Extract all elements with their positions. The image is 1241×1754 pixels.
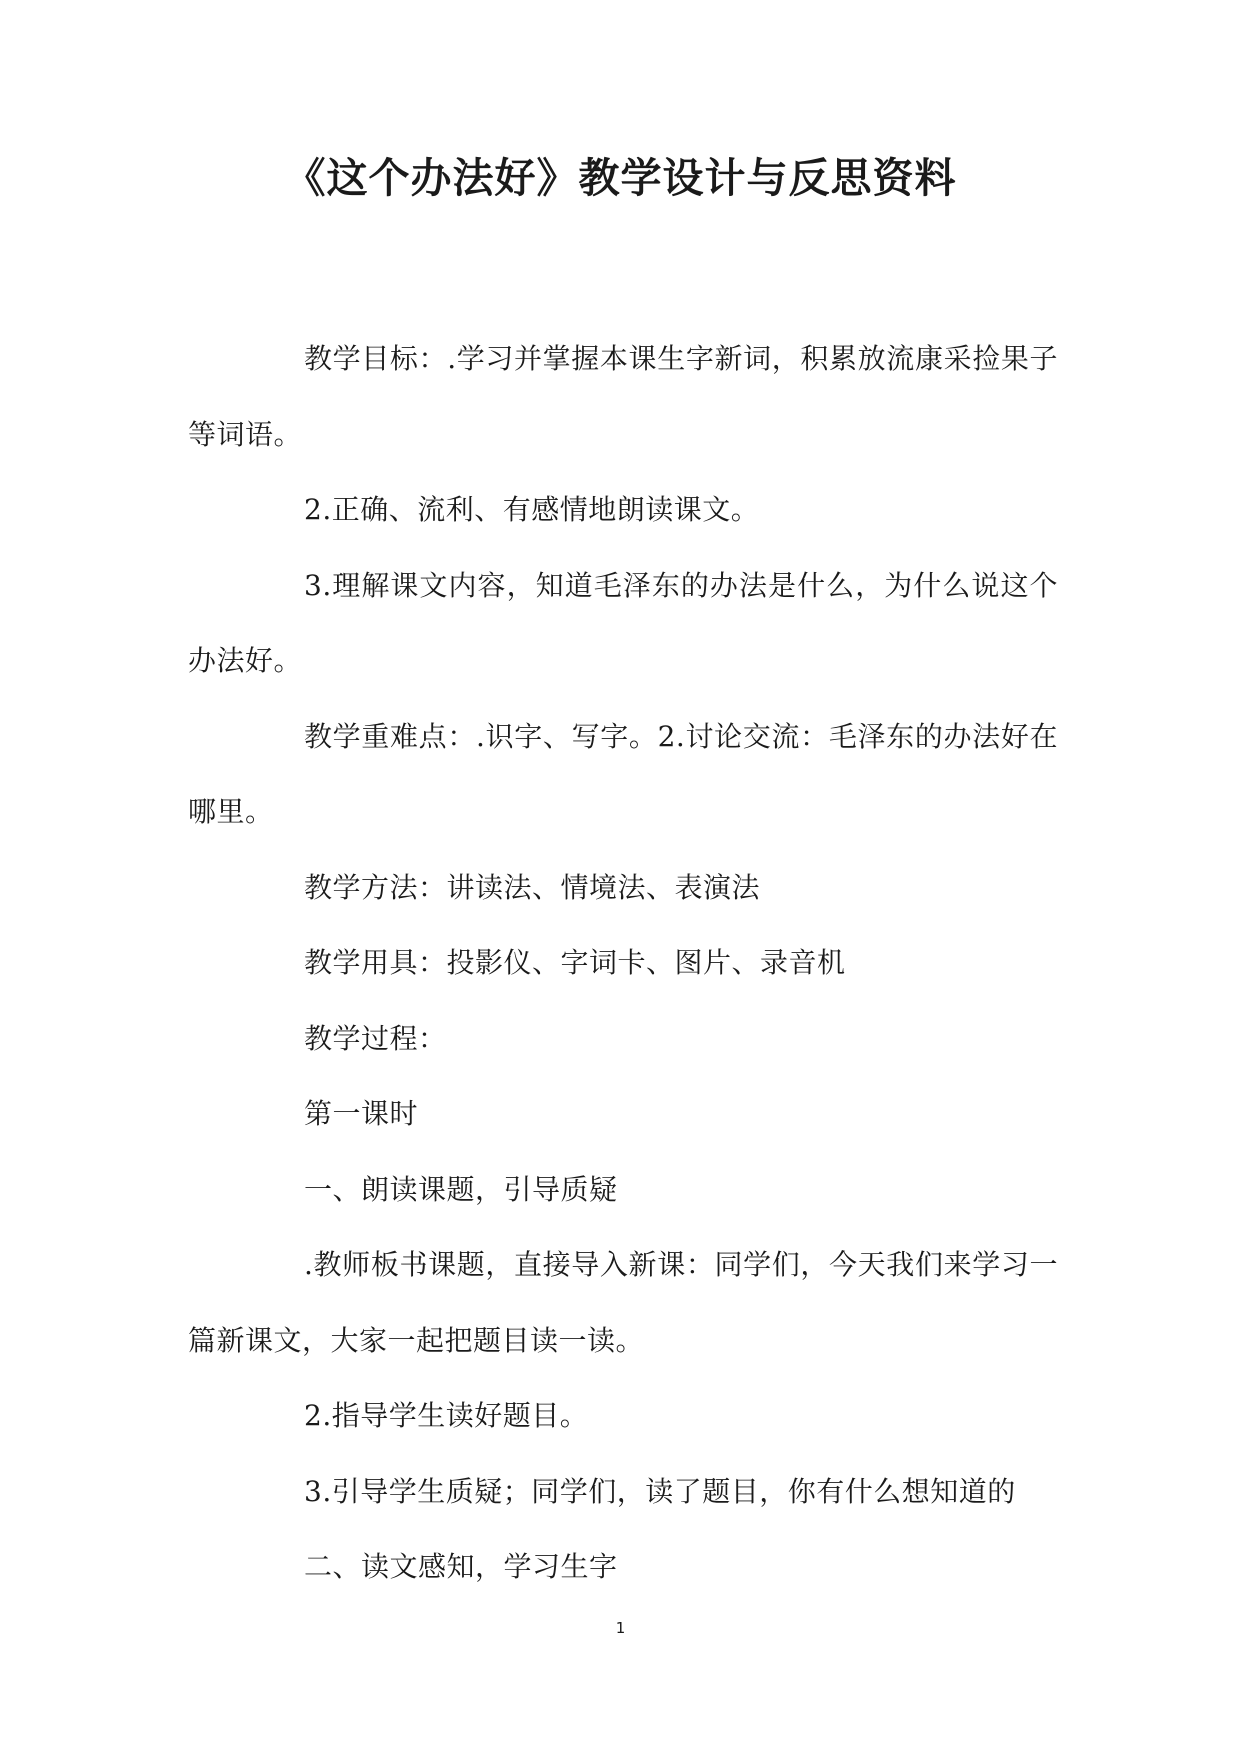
paragraph-section-1-heading: 一、朗读课题，引导质疑: [304, 1172, 618, 1206]
paragraph-first-lesson: 第一课时: [304, 1097, 419, 1130]
paragraph-goal-3: 3.理解课文内容，知道毛泽东的办法是什么，为什么说这个办法好。: [188, 568, 1058, 677]
paragraph-step-2: 2.指导学生读好题目。: [304, 1399, 589, 1432]
page-number: 1: [615, 1619, 626, 1637]
paragraph-teaching-goals: 教学目标：.学习并掌握本课生字新词，积累放流康采捡果子等词语。: [188, 342, 1058, 451]
paragraph-key-points: 教学重难点：.识字、写字。2.讨论交流：毛泽东的办法好在哪里。: [188, 719, 1058, 828]
page-title: 《这个办法好》教学设计与反思资料: [284, 154, 957, 202]
paragraph-methods: 教学方法：讲读法、情境法、表演法: [304, 870, 761, 904]
paragraph-step-1: .教师板书课题，直接导入新课：同学们，今天我们来学习一篇新课文，大家一起把题目读一读。: [188, 1248, 1058, 1357]
paragraph-step-3: 3.引导学生质疑；同学们，读了题目，你有什么想知道的: [304, 1474, 1016, 1508]
paragraph-section-2-heading: 二、读文感知，学习生字: [304, 1550, 618, 1583]
paragraph-goal-2: 2.正确、流利、有感情地朗读课文。: [304, 493, 760, 526]
paragraph-tools: 教学用具：投影仪、字词卡、图片、录音机: [304, 946, 846, 979]
paragraph-process-heading: 教学过程：: [304, 1021, 447, 1055]
document-body: [188, 321, 1058, 1605]
